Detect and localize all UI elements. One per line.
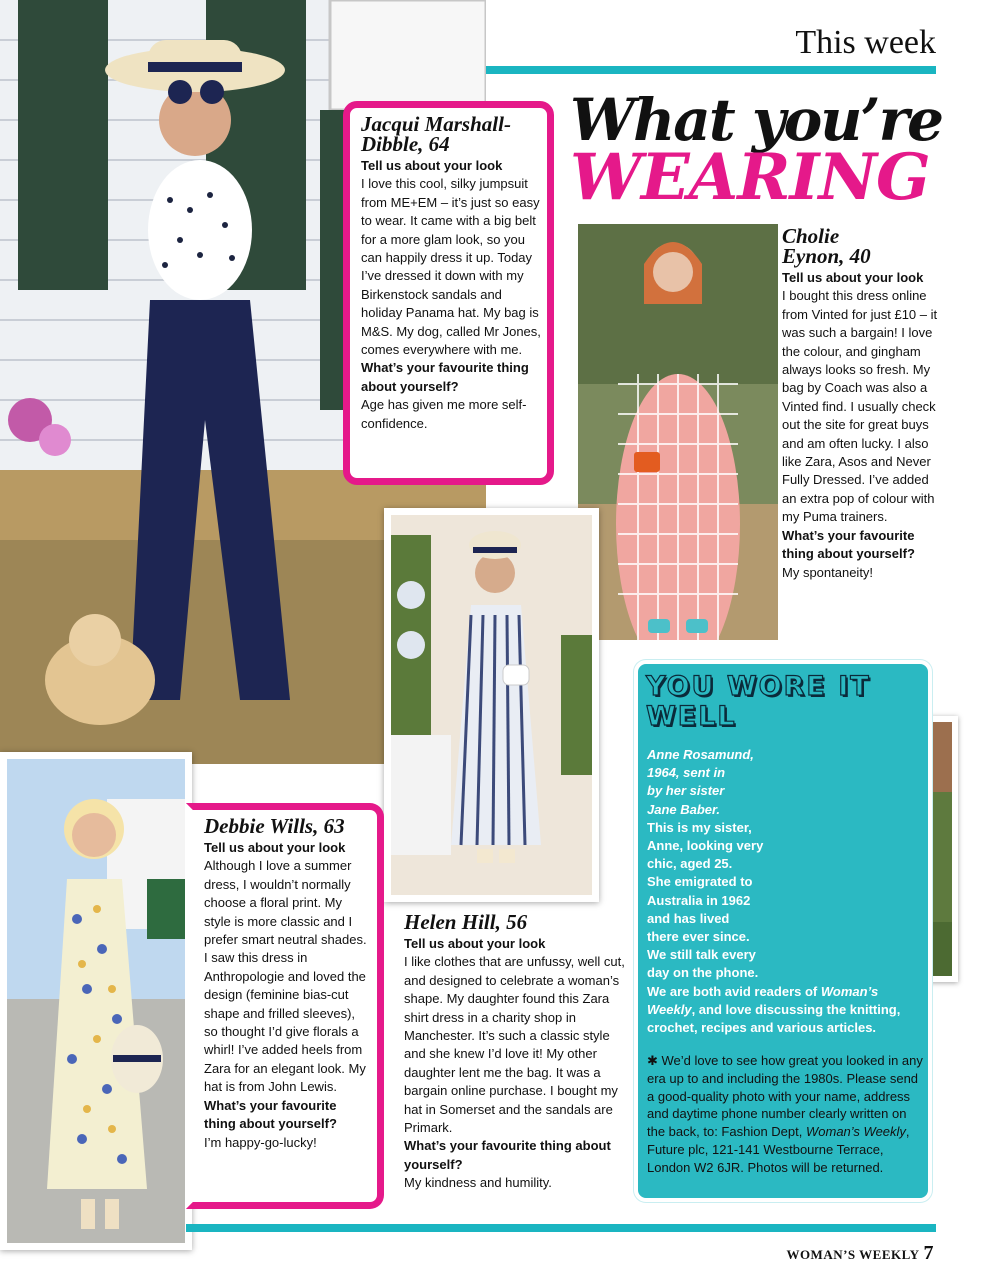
photo-cholie — [578, 224, 778, 640]
debbie-question-favourite: What’s your favourite thing about yourself? — [204, 1097, 337, 1132]
page-number: 7 — [923, 1242, 934, 1264]
readers-pre: We are both avid readers of — [647, 983, 821, 999]
footer-magazine-name: WOMAN’S WEEKLY — [786, 1247, 920, 1262]
cholie-answer-look: I bought this dress online from Vinted for just £10 – it was such a bargain! I love the colour, and gingham always looks so fresh. My bag by Coach was also a Vinted find. I usually check out the site for great buys and am often lucky. I also like Zara, Asos and Never Fully Dressed. I’ve added an extra pop of colour with my Puma trainers. — [782, 288, 938, 525]
anne-story-line: chic, aged 25. — [647, 856, 733, 872]
jacqui-text — [361, 114, 545, 433]
anne-story-line: Anne, looking very — [647, 838, 764, 854]
anne-caption-line: by her sister — [647, 783, 725, 799]
readers-magazine: Woman’s Weekly — [647, 983, 879, 1017]
note-magazine: Woman’s Weekly — [805, 1124, 906, 1140]
debbie-name: Debbie Wills, 63 — [204, 814, 345, 838]
helen-answer-favourite: My kindness and humility. — [404, 1175, 552, 1191]
jacqui-name — [361, 114, 545, 154]
anne-story — [647, 819, 923, 983]
section-label: This week — [795, 24, 936, 61]
footer-brand — [786, 1242, 934, 1265]
anne-readers-text — [647, 983, 923, 1038]
helen-question-look: Tell us about your look — [404, 936, 546, 951]
photo-helen — [384, 508, 599, 902]
readers-post: , and love discussing the knitting, crochet, recipes and various articles. — [647, 1001, 901, 1036]
debbie-question-look: Tell us about your look — [204, 840, 346, 855]
anne-story-line: day on the phone. — [647, 965, 759, 981]
helen-answer-look: I like clothes that are unfussy, well cut, and designed to celebrate a woman’s shape. My daughter found this Zara shirt dress in a charity shop in Manchester. It’s such a classic style and she knew I’d love it! My other daughter lent me the bag. It was a bargain online purchase. I bought my hat in Somerset and the sandals are Primark. — [404, 954, 625, 1136]
jacqui-answer-look: I love this cool, silky jumpsuit from ME+EM – it’s just so easy to wear. It came with a big belt for a more glam look, so you can happily dress it up. Today I’ve dressed it down with my Birkenstock sandals and holiday Panama hat. My bag is M&S. My dog, called Mr Jones, comes everywhere with me. — [361, 176, 541, 358]
cholie-question-look: Tell us about your look — [782, 270, 924, 285]
anne-story-line: there ever since. — [647, 929, 750, 945]
debbie-answer-favourite: I’m happy-go-lucky! — [204, 1134, 317, 1150]
jacqui-name-line1: Jacqui Marshall- — [361, 112, 511, 136]
jacqui-question-favourite: What’s your favourite thing about yourself? — [361, 360, 529, 394]
debbie-answer-look: Although I love a summer dress, I wouldn’t normally choose a floral print. My style is more classic and I prefer smart neutral shades. I saw this dress in Anthropologie and loved the design (feminine bias-cut shape and frilled sleeves), so thought I’d give florals a whirl! I’ve added heels from Zara for an elegant look. My hat is from John Lewis. — [204, 858, 367, 1095]
header-rule — [486, 66, 936, 74]
you-wore-it-well-title: YOU WORE IT WELL — [646, 671, 871, 732]
note-text-b: , Future plc, 121-141 Westbourne Terrace, London W2 6JR. Photos will be returned. — [647, 1124, 910, 1175]
anne-story-line: Australia in 1962 — [647, 892, 751, 908]
submission-note — [647, 1052, 923, 1177]
cholie-name — [782, 226, 940, 266]
helen-name: Helen Hill, 56 — [404, 910, 528, 934]
headline-line2: WEARING — [570, 140, 930, 215]
note-text-a: We’d love to see how great you looked in any era up to and including the 1980s. Please send a good-quality photo with your name, address and daytime phone number clearly written on the back, to: Fashion Dept, — [647, 1053, 923, 1140]
you-wore-it-well-text — [647, 746, 923, 1037]
anne-story-line: We still talk every — [647, 947, 756, 963]
anne-caption-line: 1964, sent in — [647, 765, 726, 781]
anne-caption — [647, 746, 923, 819]
headline-line1: What you’re — [570, 86, 943, 154]
photo-debbie — [0, 752, 192, 1250]
debbie-text — [204, 816, 370, 1152]
jacqui-name-line2: Dibble, 64 — [361, 132, 450, 156]
asterisk-icon: ✱ — [647, 1053, 658, 1068]
anne-caption-line: Jane Baber. — [647, 801, 720, 817]
footer-rule — [186, 1224, 936, 1232]
cholie-name-line2: Eynon, 40 — [782, 244, 871, 268]
cholie-name-line1: Cholie — [782, 224, 840, 248]
jacqui-question-look: Tell us about your look — [361, 158, 503, 173]
anne-story-line: and has lived — [647, 910, 730, 926]
helen-text — [404, 912, 626, 1193]
anne-story-line: She emigrated to — [647, 874, 753, 890]
helen-question-favourite: What’s your favourite thing about yourself? — [404, 1138, 611, 1172]
anne-story-line: This is my sister, — [647, 819, 752, 835]
jacqui-answer-favourite: Age has given me more self-confidence. — [361, 397, 527, 431]
cholie-text — [782, 226, 940, 582]
anne-caption-line: Anne Rosamund, — [647, 747, 754, 762]
cholie-answer-favourite: My spontaneity! — [782, 564, 874, 580]
cholie-question-favourite: What’s your favourite thing about yourself? — [782, 527, 915, 562]
